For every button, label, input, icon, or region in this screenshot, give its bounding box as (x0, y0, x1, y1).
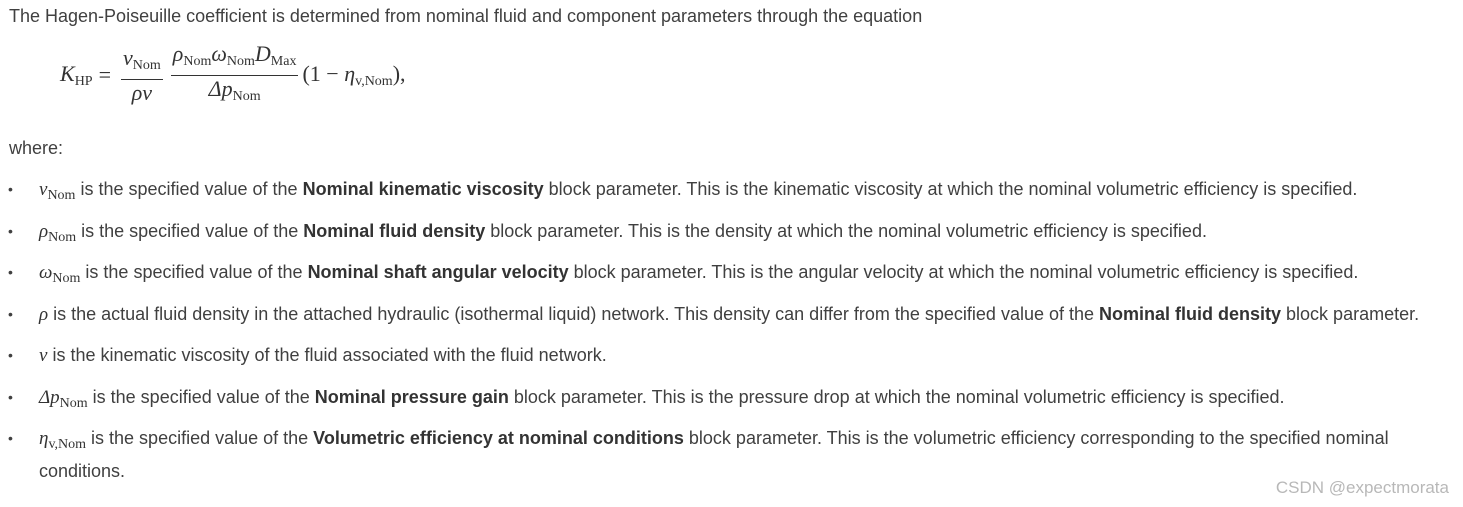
list-item (0, 176, 1450, 209)
bullet-icon: • (8, 347, 13, 363)
eq-fraction-viscosity: $\frac{\nu_{Nom}}{\rho\nu}$ (123, 44, 161, 105)
eq-equals: = (98, 62, 112, 87)
symbol: $\nu_{Nom}$ (39, 179, 76, 203)
definition-text: block parameter. This is the pressure drop at which the nominal volumetric efficiency is specified. (508, 386, 1285, 407)
symbol: ν (39, 345, 48, 366)
parameter-name: Nominal fluid density (1099, 303, 1282, 324)
definition-text: is the actual fluid density in the attached hydraulic (isothermal liquid) network. This density can differ from the specified value of the (48, 303, 1100, 324)
definition-text: block parameter. This is the volumetric efficiency corresponding to the specified nominal conditions. (39, 428, 1389, 481)
symbol: $\omega_{Nom}$ (39, 262, 81, 286)
definition-text: is the kinematic viscosity of the fluid associated with the fluid network. (47, 345, 607, 365)
definition-text: block parameter. This is the angular velocity at which the nominal volumetric efficiency is specified. (568, 262, 1359, 282)
where-label: where: (9, 138, 64, 158)
definition-text: is the specified value of the (87, 386, 315, 407)
parameter-name: Nominal shaft angular velocity (307, 262, 569, 282)
intro-paragraph: The Hagen-Poiseuille coefficient is determined from nominal fluid and component parameters through the equation (9, 6, 923, 26)
definition-text: is the specified value of the (76, 220, 304, 241)
definition-text: is the specified value of the (80, 262, 308, 282)
eq-fraction-nominal: $\frac{\rho_{Nom}\omega_{Nom}D_{Max}}{\Delta p_{Nom}}$ (172, 40, 297, 104)
list-item (0, 218, 1450, 251)
hagen-poiseuille-equation (60, 40, 406, 105)
eq-efficiency-term: $(1 - \eta_{v,Nom})$, (302, 60, 406, 89)
bullet-icon: • (8, 264, 13, 280)
symbol: $\Delta p_{Nom}$ (39, 386, 88, 411)
bullet-icon: • (8, 388, 13, 405)
definition-text: block parameter. This is the kinematic viscosity at which the nominal volumetric efficiency is specified. (543, 179, 1358, 199)
definition-text: block parameter. This is the density at which the nominal volumetric efficiency is specified. (485, 220, 1207, 241)
watermark: CSDN @expectmorata (1275, 478, 1449, 497)
bullet-icon: • (8, 430, 13, 446)
parameter-name: Volumetric efficiency at nominal conditions (313, 428, 684, 448)
definition-list (0, 176, 1450, 493)
list-item (0, 342, 1450, 375)
symbol: $\eta_{v,Nom}$ (39, 428, 87, 452)
list-item (0, 301, 1450, 334)
parameter-name: Nominal fluid density (303, 220, 486, 241)
bullet-icon: • (8, 305, 13, 322)
definition-text: is the specified value of the (86, 428, 314, 448)
definition-text: block parameter. (1281, 303, 1420, 324)
list-item (0, 425, 1450, 484)
list-item (0, 259, 1450, 292)
symbol: ρ (39, 303, 49, 325)
parameter-name: Nominal pressure gain (314, 386, 509, 407)
list-item (0, 384, 1450, 417)
bullet-icon: • (8, 181, 13, 197)
parameter-name: Nominal kinematic viscosity (302, 179, 544, 199)
eq-lhs: $K_{HP}$ (60, 60, 93, 89)
definition-text: is the specified value of the (75, 179, 303, 199)
bullet-icon: • (8, 222, 13, 239)
symbol: $\rho_{Nom}$ (39, 220, 77, 245)
